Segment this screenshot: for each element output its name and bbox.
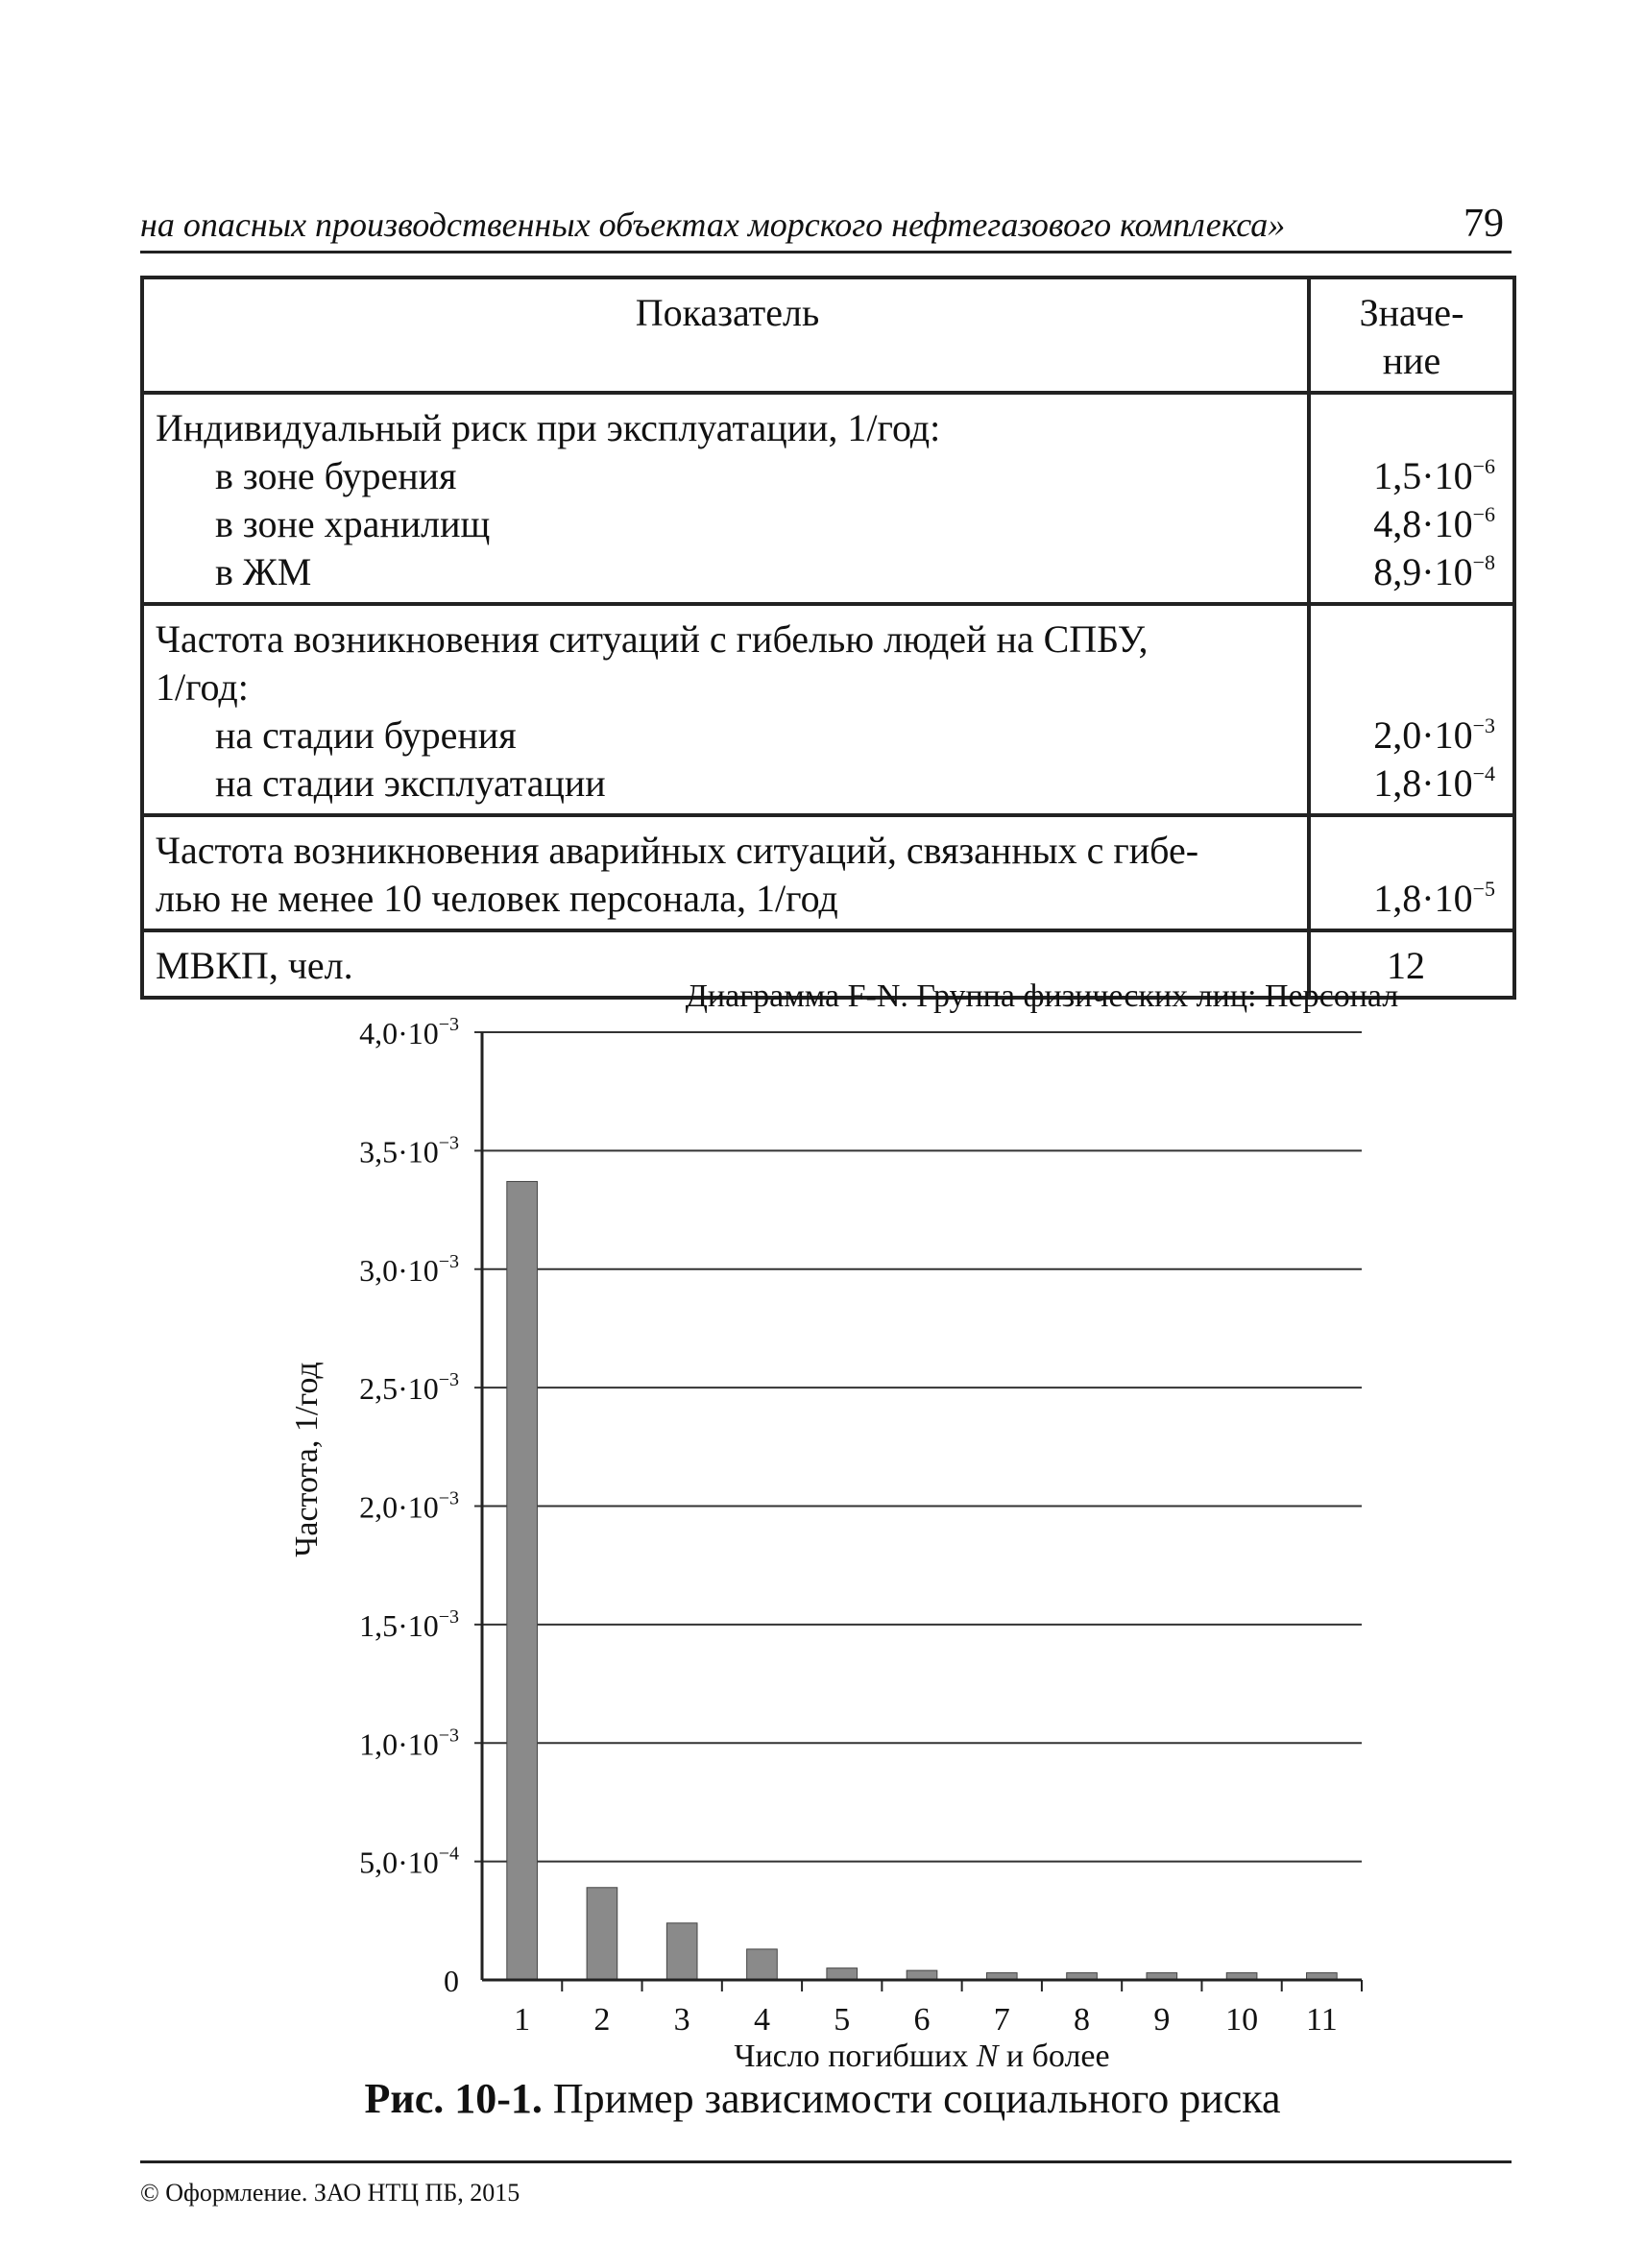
row-value: $1,5\cdot 10^{-6}$ bbox=[1373, 454, 1495, 497]
group-title: 1/год: bbox=[156, 665, 249, 709]
row-label: на стадии эксплуатации bbox=[215, 761, 606, 805]
bar bbox=[507, 1181, 538, 1980]
x-tick-label: 7 bbox=[993, 2002, 1010, 2038]
mvkp-value: 12 bbox=[1309, 930, 1514, 998]
x-tick-label: 11 bbox=[1305, 2002, 1338, 2038]
page-number: 79 bbox=[1464, 202, 1504, 246]
x-tick-label: 6 bbox=[913, 2002, 931, 2038]
x-tick-labels bbox=[514, 1980, 1362, 2038]
y-tick-label: $4,0\cdot 10^{-3}$ bbox=[359, 1014, 459, 1050]
y-tick-label: 0 bbox=[444, 1964, 459, 1998]
y-tick-label: $2,0\cdot 10^{-3}$ bbox=[359, 1487, 459, 1525]
row-label: в зоне бурения bbox=[215, 454, 457, 497]
figure-caption-text: Пример зависимости социального риска bbox=[542, 2075, 1281, 2122]
row-label: в ЖМ bbox=[215, 550, 312, 593]
y-tick-label: $2,5\cdot 10^{-3}$ bbox=[359, 1369, 459, 1407]
y-tick-label: $5,0\cdot 10^{-4}$ bbox=[359, 1843, 459, 1880]
x-tick-label: 5 bbox=[834, 2002, 851, 2038]
mvkp-cell: МВКП, чел. bbox=[142, 930, 1309, 998]
y-tick-label: $1,5\cdot 10^{-3}$ bbox=[359, 1605, 459, 1643]
y-tick-label: $3,0\cdot 10^{-3}$ bbox=[359, 1250, 459, 1288]
row-value: $8,9\cdot 10^{-8}$ bbox=[1373, 550, 1495, 593]
value-column-header: Значе- ние bbox=[1309, 277, 1514, 393]
row-value: $1,8\cdot 10^{-4}$ bbox=[1373, 761, 1495, 805]
x-tick-label: 9 bbox=[1153, 2002, 1171, 2038]
indicator-column-header: Показатель bbox=[142, 277, 1309, 393]
y-tick-label: $3,5\cdot 10^{-3}$ bbox=[359, 1132, 459, 1170]
figure-label: Рис. 10-1. bbox=[364, 2075, 543, 2122]
bar bbox=[666, 1923, 697, 1980]
accident-frequency-value: $1,8\cdot 10^{-5}$ bbox=[1309, 815, 1514, 930]
figure-caption bbox=[0, 2074, 1645, 2123]
y-axis-label: Частота, 1/год bbox=[289, 1362, 325, 1557]
bar bbox=[827, 1968, 858, 1980]
y-tick-labels bbox=[359, 1014, 459, 1998]
x-tick-label: 4 bbox=[753, 2002, 770, 2038]
bar bbox=[747, 1949, 778, 1980]
x-tick-label: 10 bbox=[1225, 2002, 1259, 2038]
row-value: $2,0\cdot 10^{-3}$ bbox=[1373, 713, 1495, 757]
row-label: на стадии бурения bbox=[215, 713, 517, 757]
accident-frequency-cell: Частота возникновения аварийных ситуаций, связанных с гибе- лью не менее 10 человек персонала, 1/год bbox=[142, 815, 1309, 930]
row-label: в зоне хранилищ bbox=[215, 502, 491, 545]
x-axis-label: Число погибших N и более bbox=[734, 2039, 1110, 2074]
chart-grid bbox=[474, 1032, 1362, 1862]
copyright-footer: © Оформление. ЗАО НТЦ ПБ, 2015 bbox=[140, 2160, 1512, 2208]
bar bbox=[587, 1888, 617, 1980]
group-title: Индивидуальный риск при эксплуатации, 1/год: bbox=[156, 406, 941, 449]
row-value: $4,8\cdot 10^{-6}$ bbox=[1373, 502, 1495, 545]
x-tick-label: 2 bbox=[593, 2002, 611, 2038]
x-tick-label: 8 bbox=[1074, 2002, 1091, 2038]
running-header-title: на опасных производственных объектах морского нефтегазового комплекса» bbox=[140, 205, 1286, 244]
chart-bars bbox=[507, 1181, 1337, 1980]
x-tick-label: 3 bbox=[673, 2002, 690, 2038]
group-title: Частота возникновения ситуаций с гибелью людей на СПБУ, bbox=[156, 617, 1149, 661]
chart-title: Диаграмма F-N. Группа физических лиц: Персонал bbox=[685, 978, 1399, 1014]
x-tick-label: 1 bbox=[514, 2002, 531, 2038]
y-tick-label: $1,0\cdot 10^{-3}$ bbox=[359, 1725, 459, 1762]
